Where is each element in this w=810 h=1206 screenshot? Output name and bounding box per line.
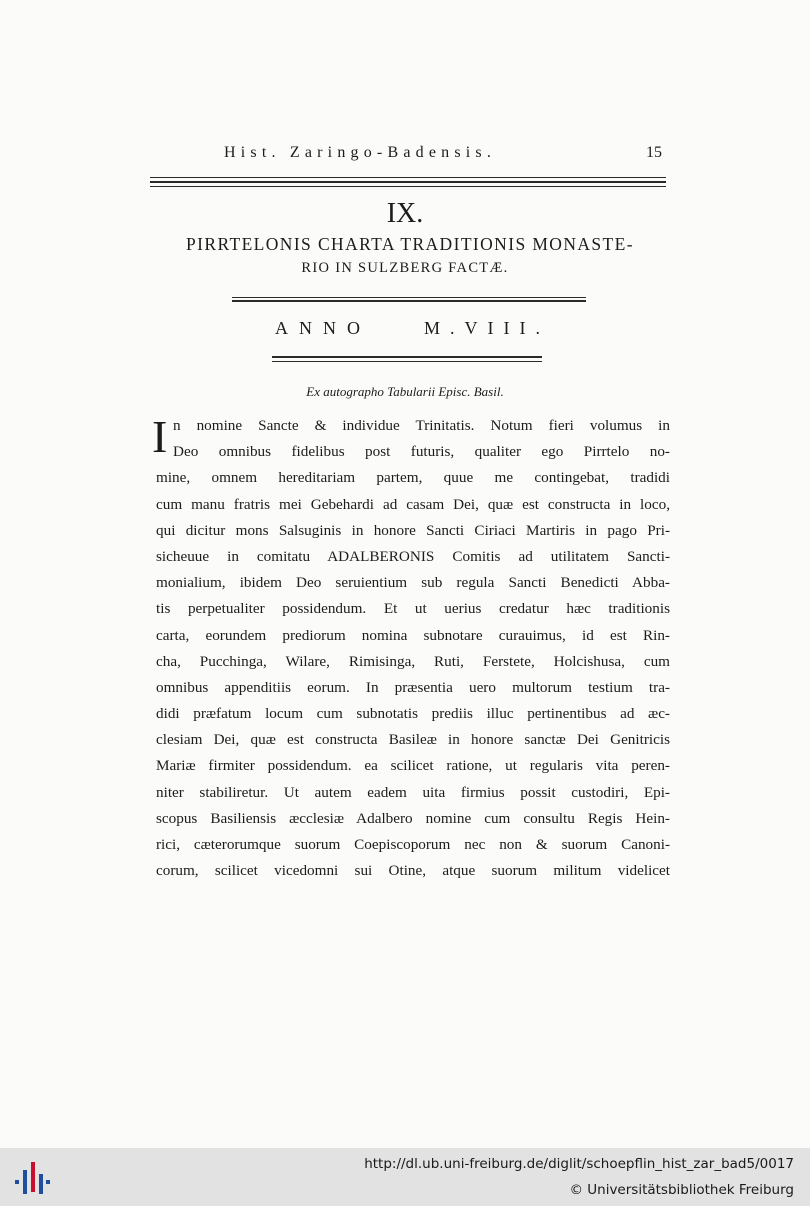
- charter-body: [152, 411, 670, 884]
- anno-label: ANNO: [275, 318, 371, 338]
- anno-year: M.VIII.: [424, 318, 550, 338]
- body-line: sicheuue in comitatu ADALBERONIS Comitis ad utilitatem Sancti-: [156, 547, 670, 565]
- header-rule-thin-2: [150, 186, 666, 187]
- body-line: mine, omnem hereditariam partem, quue me contingebat, tradidi: [156, 469, 670, 487]
- copyright-notice: © Universitätsbibliothek Freiburg: [569, 1182, 794, 1198]
- body-line: carta, eorundem prediorum nomina subnotare curauimus, id est Rin-: [156, 626, 670, 644]
- body-line: qui dicitur mons Salsuginis in honore Sancti Ciriaci Martiris in pago Pri-: [156, 521, 670, 539]
- body-line: scopus Basiliensis æcclesiæ Adalbero nomine cum consultu Regis Hein-: [156, 809, 670, 827]
- header-rule-thick: [150, 181, 666, 183]
- source-url-link[interactable]: http://dl.ub.uni-freiburg.de/diglit/schoepflin_hist_zar_bad5/0017: [364, 1156, 794, 1172]
- drop-cap: I: [152, 411, 168, 462]
- body-line: n nomine Sancte & individue Trinitatis. Notum fieri volumus in: [173, 417, 670, 434]
- anno-rule-thin: [272, 361, 542, 362]
- source-note: Ex autographo Tabularii Episc. Basil.: [306, 384, 504, 399]
- body-line: clesiam Dei, quæ est constructa Basileæ in honore sanctæ Dei Genitricis: [156, 731, 670, 749]
- body-line: omnibus appenditiis eorum. In præsentia uero multorum testium tra-: [156, 678, 670, 696]
- body-line: didi præfatum locum cum subnotatis prediis illuc pertinentibus ad æc-: [156, 705, 670, 723]
- body-line: Mariæ firmiter possidendum. ea scilicet ratione, ut regularis vita peren-: [156, 757, 670, 775]
- running-head: Hist. Zaringo-Badensis.: [224, 144, 497, 161]
- library-logo-icon: [12, 1158, 52, 1198]
- body-line: corum, scilicet vicedomni sui Otine, atque suorum militum videlicet: [156, 862, 670, 880]
- body-line: cum manu fratris mei Gebehardi ad casam Dei, quæ est constructa in loco,: [156, 495, 670, 513]
- body-line: monialium, ibidem Deo seruientium sub regula Sancti Benedicti Abba-: [156, 574, 670, 592]
- header-rule-thin: [150, 177, 666, 178]
- charter-title-line1: PIRRTELONIS CHARTA TRADITIONIS MONASTE-: [186, 234, 634, 254]
- body-line: rici, cæterorumque suorum Coepiscoporum nec non & suorum Canoni-: [156, 836, 670, 853]
- charter-number: IX.: [386, 198, 424, 229]
- body-line: cha, Pucchinga, Wilare, Rimisinga, Ruti, Ferstete, Holcishusa, cum: [156, 652, 670, 670]
- title-rule-thin: [232, 297, 586, 298]
- footer-bar: [0, 1148, 810, 1206]
- body-line: tis perpetualiter possidendum. Et ut uerius credatur hæc traditionis: [156, 600, 670, 618]
- body-line: niter stabiliretur. Ut autem eadem uita firmius possit custodiri, Epi-: [156, 783, 670, 801]
- body-line: Deo omnibus fidelibus post futuris, qualiter ego Pirrtelo no-: [173, 443, 670, 461]
- charter-title-line2: RIO IN SULZBERG FACTÆ.: [301, 260, 509, 276]
- anno-rule-thick: [272, 356, 542, 358]
- page-number: 15: [646, 144, 662, 161]
- title-rule-thick: [232, 300, 586, 302]
